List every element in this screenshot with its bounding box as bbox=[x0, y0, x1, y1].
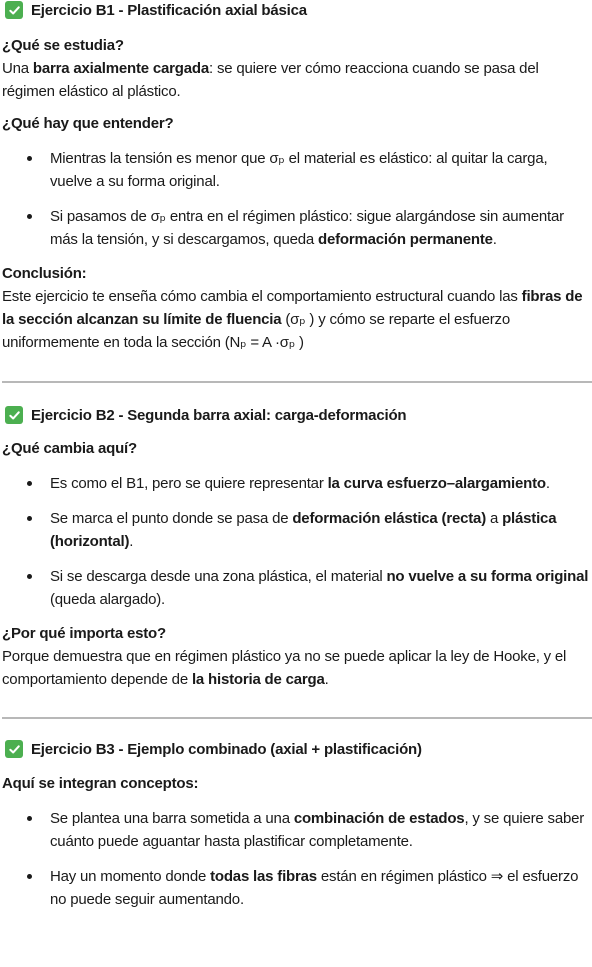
paragraph: Este ejercicio te enseña cómo cambia el comportamiento estructural cuando las fibras de la sección alcanzan su límite de fluencia (σₚ ) y cómo se reparte el esfuerzo uniformemente en toda la sección (Nₚ = A ·σₚ ) bbox=[2, 288, 583, 351]
section-b3 bbox=[2, 719, 592, 911]
subheading: Aquí se integran conceptos: bbox=[2, 775, 199, 792]
paragraph: Una barra axialmente cargada: se quiere ver cómo reacciona cuando se pasa del régimen elástico al plástico. bbox=[2, 60, 539, 100]
list-item: Si se descarga desde una zona plástica, el material no vuelve a su forma original (queda alargado). bbox=[50, 565, 592, 611]
list-item: Es como el B1, pero se quiere representar la curva esfuerzo–alargamiento. bbox=[50, 472, 592, 495]
bullet-list bbox=[2, 147, 592, 251]
check-mark-icon bbox=[5, 1, 23, 19]
list-item: Mientras la tensión es menor que σₚ el material es elástico: al quitar la carga, vuelve a su forma original. bbox=[50, 147, 592, 193]
list-item: Se marca el punto donde se pasa de deformación elástica (recta) a plástica (horizontal). bbox=[50, 507, 592, 553]
subheading: Conclusión: bbox=[2, 265, 87, 282]
section-heading bbox=[2, 405, 592, 425]
paragraph: Porque demuestra que en régimen plástico ya no se puede aplicar la ley de Hooke, y el comportamiento depende de la historia de carga. bbox=[2, 648, 567, 688]
check-mark-icon bbox=[5, 740, 23, 758]
bullet-list bbox=[2, 472, 592, 611]
section-b1 bbox=[2, 0, 592, 354]
section-title: Ejercicio B3 - Ejemplo combinado (axial + plastificación) bbox=[31, 740, 422, 758]
check-mark-icon bbox=[5, 406, 23, 424]
section-heading bbox=[2, 0, 592, 20]
bullet-list bbox=[2, 807, 592, 911]
list-item: Si pasamos de σₚ entra en el régimen plástico: sigue alargándose sin aumentar más la tensión, y si descargamos, queda deformación permanente. bbox=[50, 205, 592, 251]
subheading: ¿Por qué importa esto? bbox=[2, 625, 166, 642]
subheading: ¿Qué hay que entender? bbox=[2, 115, 174, 132]
section-title: Ejercicio B1 - Plastificación axial básica bbox=[31, 1, 307, 19]
subheading: ¿Qué cambia aquí? bbox=[2, 440, 137, 457]
list-item: Se plantea una barra sometida a una combinación de estados, y se quiere saber cuánto puede aguantar hasta plastificar completamente. bbox=[50, 807, 592, 853]
subheading: ¿Qué se estudia? bbox=[2, 37, 124, 54]
list-item: Hay un momento donde todas las fibras están en régimen plástico ⇒ el esfuerzo no puede seguir aumentando. bbox=[50, 865, 592, 911]
section-heading bbox=[2, 739, 592, 759]
section-title: Ejercicio B2 - Segunda barra axial: carga-deformación bbox=[31, 406, 407, 424]
section-b2 bbox=[2, 383, 592, 691]
